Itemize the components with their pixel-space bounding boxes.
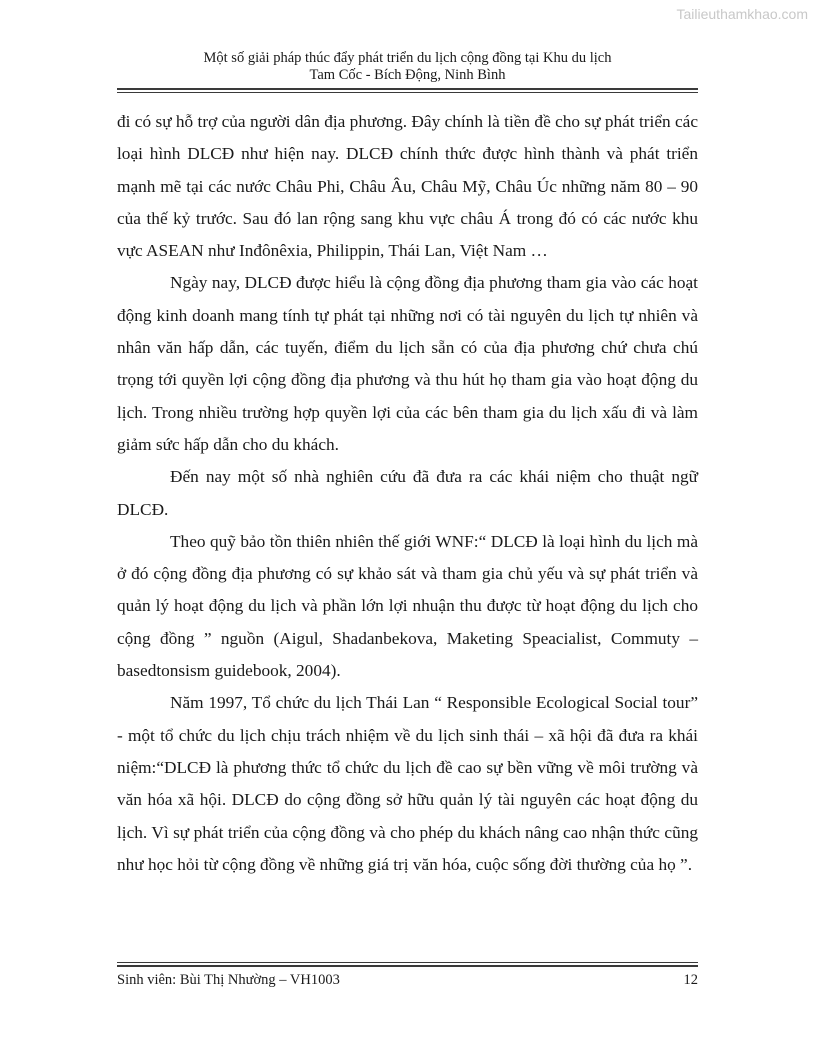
paragraph-3: Đến nay một số nhà nghiên cứu đã đưa ra các khái niệm cho thuật ngữ DLCĐ. <box>117 467 698 519</box>
footer-author: Sinh viên: Bùi Thị Nhường – VH1003 <box>117 972 340 988</box>
body-text <box>117 106 698 881</box>
paragraph-4: Theo quỹ bảo tồn thiên nhiên thế giới WNF:“ DLCĐ là loại hình du lịch mà ở đó cộng đồng địa phương có sự khảo sát và tham gia chủ yếu và sự phát triển và quản lý hoạt động du lịch và phần lớn lợi nhuận thu được từ hoạt động du lịch cho cộng đồng ” nguồn (Aigul, Shadanbekova, Maketing Speacialist, Commuty – basedtonsism guidebook, 2004). <box>117 531 698 681</box>
page-header <box>117 50 698 84</box>
header-rule-thick <box>117 88 698 90</box>
footer-rule-thin <box>117 962 698 963</box>
page-number: 12 <box>683 972 698 988</box>
page-footer <box>117 972 698 989</box>
header-rule-thin <box>117 92 698 93</box>
paragraph-5: Năm 1997, Tổ chức du lịch Thái Lan “ Responsible Ecological Social tour” - một tổ chức du lịch chịu trách nhiệm về du lịch sinh thái – xã hội đã đưa ra khái niệm:“DLCĐ là phương thức tổ chức du lịch đề cao sự bền vững về môi trường và văn hóa xã hội. DLCĐ do cộng đồng sở hữu quản lý tài nguyên các hoạt động du lịch. Vì sự phát triển của cộng đồng và cho phép du khách nâng cao nhận thức cũng như học hỏi từ cộng đồng về những giá trị văn hóa, cuộc sống đời thường của họ ”. <box>117 693 698 874</box>
header-title-line-2: Tam Cốc - Bích Động, Ninh Bình <box>309 67 506 83</box>
header-title-line-1: Một số giải pháp thúc đẩy phát triển du lịch cộng đồng tại Khu du lịch <box>203 50 612 66</box>
watermark-text: Tailieuthamkhao.com <box>676 6 808 22</box>
paragraph-2: Ngày nay, DLCĐ được hiểu là cộng đồng địa phương tham gia vào các hoạt động kinh doanh mang tính tự phát tại những nơi có tài nguyên du lịch tự nhiên và nhân văn hấp dẫn, các tuyến, điểm du lịch sẵn có của địa phương chứ chưa chú trọng tới quyền lợi cộng đồng địa phương và thu hút họ tham gia vào hoạt động du lịch. Trong nhiều trường hợp quyền lợi của các bên tham gia du lịch xấu đi và làm giảm sức hấp dẫn cho du khách. <box>117 273 698 454</box>
paragraph-1: đi có sự hỗ trợ của người dân địa phương. Đây chính là tiền đề cho sự phát triển các loại hình DLCĐ như hiện nay. DLCĐ chính thức được hình thành và phát triển mạnh mẽ tại các nước Châu Phi, Châu Âu, Châu Mỹ, Châu Úc những năm 80 – 90 của thế kỷ trước. Sau đó lan rộng sang khu vực châu Á trong đó có các nước khu vực ASEAN như Inđônêxia, Philippin, Thái Lan, Việt Nam … <box>117 112 698 261</box>
footer-rule-thick <box>117 965 698 967</box>
